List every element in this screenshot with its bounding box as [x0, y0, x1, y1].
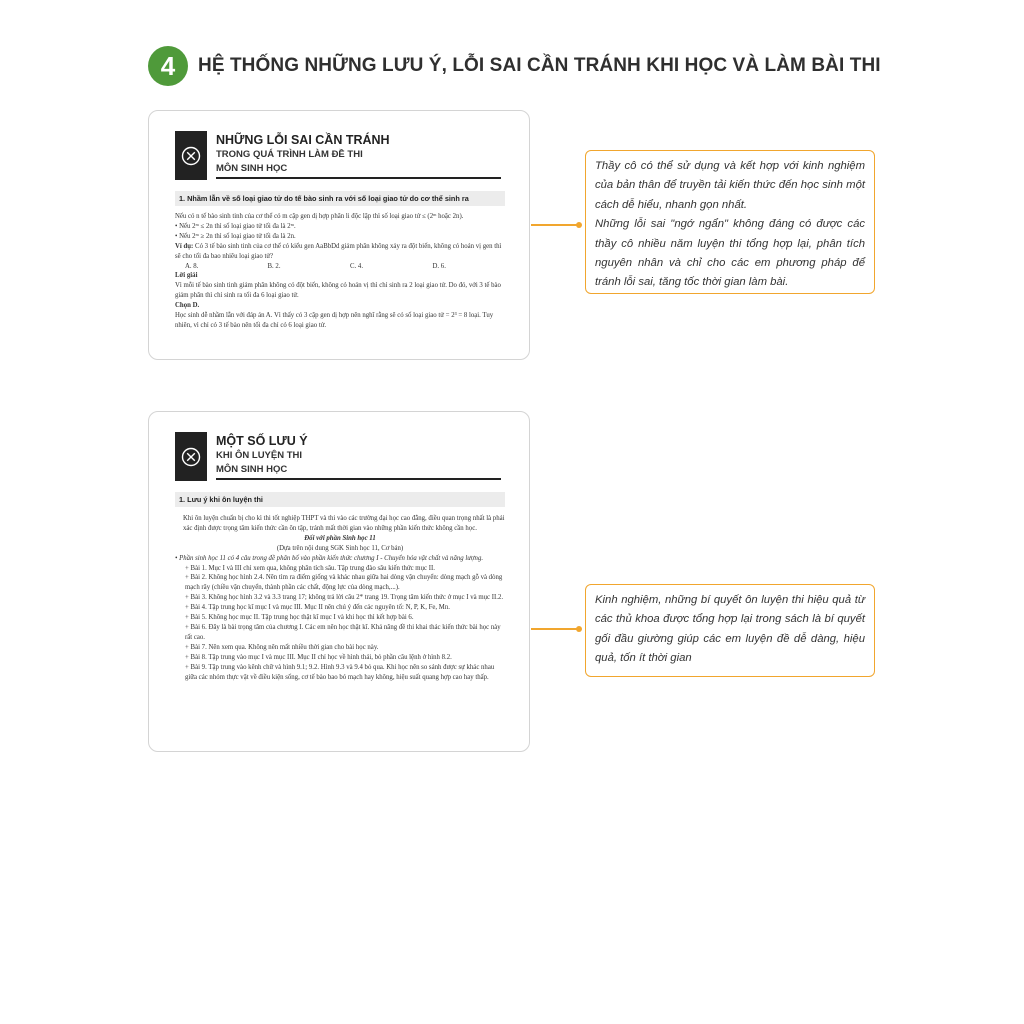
answer-options [175, 262, 505, 272]
card-title: MỘT SỐ LƯU Ý [216, 434, 308, 448]
list-item: + Bài 9. Tập trung vào kênh chữ và hình 9.1; 9.2. Hình 9.3 và 9.4 bỏ qua. Khi học nên so sánh được sự khác nhau giữa các nhóm thực vật về điều kiện sống, cơ tế bào bao bó mạch hay không, hiệu suất quang hợp cao hay thấp. [185, 663, 495, 681]
list-item: + Bài 3. Không học hình 3.2 và 3.3 trang 17; không trả lời câu 2* trang 19. Trọng tâm kiến thức ở mục I và mục II.2. [185, 594, 504, 602]
text-line: • Nếu 2ᵐ ≤ 2n thì số loại giao tử tối đa là 2ᵐ. [175, 222, 296, 230]
list-item: + Bài 7. Nên xem qua. Không nên mất nhiều thời gian cho bài học này. [185, 643, 379, 651]
connector-dot [576, 222, 582, 228]
list-item: + Bài 2. Không học hình 2.4. Nên tìm ra điểm giống và khác nhau giữa hai dòng vận chuyển: dòng mạch gỗ và dòng mạch rây (chiều vận chuyển, thành phần các chất, động lực của dòng mạch,...). [185, 574, 503, 592]
answer-option: C. 4. [350, 262, 364, 270]
callout-note [585, 584, 875, 677]
mistakes-page-preview [148, 110, 530, 360]
choice-label: Chọn D. [175, 302, 200, 310]
topic-heading: 1. Nhầm lẫn về số loại giao tử do tế bào sinh ra với số loại giao tử do cơ thể sinh ra [175, 191, 505, 206]
topic-heading: 1. Lưu ý khi ôn luyện thi [175, 492, 505, 507]
connector-dot [576, 626, 582, 632]
page-body [175, 514, 505, 682]
bullet-paragraph: • Phần sinh học 11 có 4 câu trong đề phân bố vào phần kiến thức chương I - Chuyển hóa vật chất và năng lượng. [175, 554, 484, 562]
connector-line [531, 628, 579, 630]
subheading: Đối với phần Sinh học 11 [304, 534, 376, 542]
connector-line [531, 224, 579, 226]
card-subtitle: TRONG QUÁ TRÌNH LÀM ĐỀ THI [216, 149, 363, 160]
note-paragraph: Thầy cô có thể sử dụng và kết hợp với kinh nghiệm của bản thân để truyền tải kiến thức đến học sinh một cách dễ hiểu, nhanh gọn nhất. [595, 160, 865, 211]
section-title: HỆ THỐNG NHỮNG LƯU Ý, LỖI SAI CẦN TRÁNH KHI HỌC VÀ LÀM BÀI THI [198, 55, 881, 76]
explanation-text: Học sinh dễ nhầm lẫn với đáp án A. Vì thấy có 3 cặp gen dị hợp nên nghĩ rằng sẽ có số loại giao tử = 2³ = 8 loại. Tuy nhiên, vì chỉ có 3 tế bào nên tối đa chỉ có 6 loại giao tử. [175, 312, 494, 329]
example-label: Ví dụ: [175, 242, 194, 250]
answer-option: A. 8. [185, 262, 199, 270]
text-line: Nếu có n tế bào sinh tinh của cơ thể có m cặp gen dị hợp phân li độc lập thì số loại giao tử ≤ (2ᵐ hoặc 2n). [175, 213, 464, 220]
list-item: + Bài 5. Không học mục II. Tập trung học thật kĩ mục I và khi học thì kết hợp bài 6. [185, 614, 414, 622]
solution-label: Lời giải [175, 272, 198, 280]
card-subject: MÔN SINH HỌC [216, 162, 501, 179]
card-subtitle: KHI ÔN LUYỆN THI [216, 450, 303, 461]
card-subject: MÔN SINH HỌC [216, 463, 501, 480]
list-item: + Bài 4. Tập trung học kĩ mục I và mục III. Mục II nên chú ý đến các nguyên tố: N, P, K, Fe, Mn. [185, 604, 450, 612]
solution-text: Vì mỗi tế bào sinh tinh giảm phân không có đột biến, không có hoán vị thì chỉ sinh ra 2 loại giao tử. Do đó, với 3 tế bào giảm phân thì chỉ sinh ra tối đa 6 loại giao tử. [175, 282, 501, 300]
card-header [175, 131, 501, 180]
x-circle-icon [175, 131, 207, 180]
text-line: • Nếu 2ᵐ ≥ 2n thì số loại giao tử tối đa là 2n. [175, 232, 296, 240]
list-item: + Bài 8. Tập trung vào mục I và mục III. Mục II chỉ học về hình thái, bỏ phần câu lệnh ở hình 8.2. [185, 653, 452, 661]
callout-note [585, 150, 875, 294]
note-paragraph: Những lỗi sai "ngớ ngẩn" không đáng có được các thầy cô nhiều năm luyện thi tổng hợp lại, phân tích nguyên nhân và chỉ cho các em phương pháp để tránh lỗi sai, tăng tốc thời gian làm bài. [595, 218, 865, 289]
example-text: Có 3 tế bào sinh tinh của cơ thể có kiểu gen AaBbDd giảm phân không xảy ra đột biến, không có hoán vị gen thì sẽ cho tối đa bao nhiêu loại giao tử? [175, 242, 502, 260]
x-circle-icon [175, 432, 207, 481]
card-header [175, 432, 501, 481]
list-item: + Bài 6. Đây là bài trọng tâm của chương I. Các em nên học thật kĩ. Khả năng đề thi khai thác kiến thức bài học này rất cao. [185, 623, 501, 641]
card-title: NHỮNG LỖI SAI CẦN TRÁNH [216, 133, 390, 147]
section-number-badge: 4 [148, 46, 188, 86]
example-paragraph [175, 242, 505, 262]
answer-option: D. 6. [432, 262, 446, 270]
list-item: + Bài 1. Mục I và III chỉ xem qua, không phân tích sâu. Tập trung đào sâu kiến thức mục II. [185, 564, 435, 572]
note-paragraph: Kinh nghiệm, những bí quyết ôn luyện thi hiệu quả từ các thủ khoa được tổng hợp lại trong sách là bí quyết gối đầu giường giúp các em luyện đề dễ dàng, hiệu quả, tốn ít thời gian [595, 594, 865, 665]
tips-page-preview [148, 411, 530, 752]
section-header [148, 46, 881, 86]
page-body [175, 212, 505, 331]
intro-paragraph: Khi ôn luyện chuẩn bị cho kì thi tốt nghiệp THPT và thi vào các trường đại học cao đẳng, điều quan trọng nhất là phải xác định được trọng tâm kiến thức cần ôn tập, tránh mất thời gian vào những phần kiến thức không cần học. [183, 515, 505, 532]
subheading-note: (Dựa trên nội dung SGK Sinh học 11, Cơ bản) [276, 544, 404, 552]
answer-option: B. 2. [267, 262, 281, 270]
